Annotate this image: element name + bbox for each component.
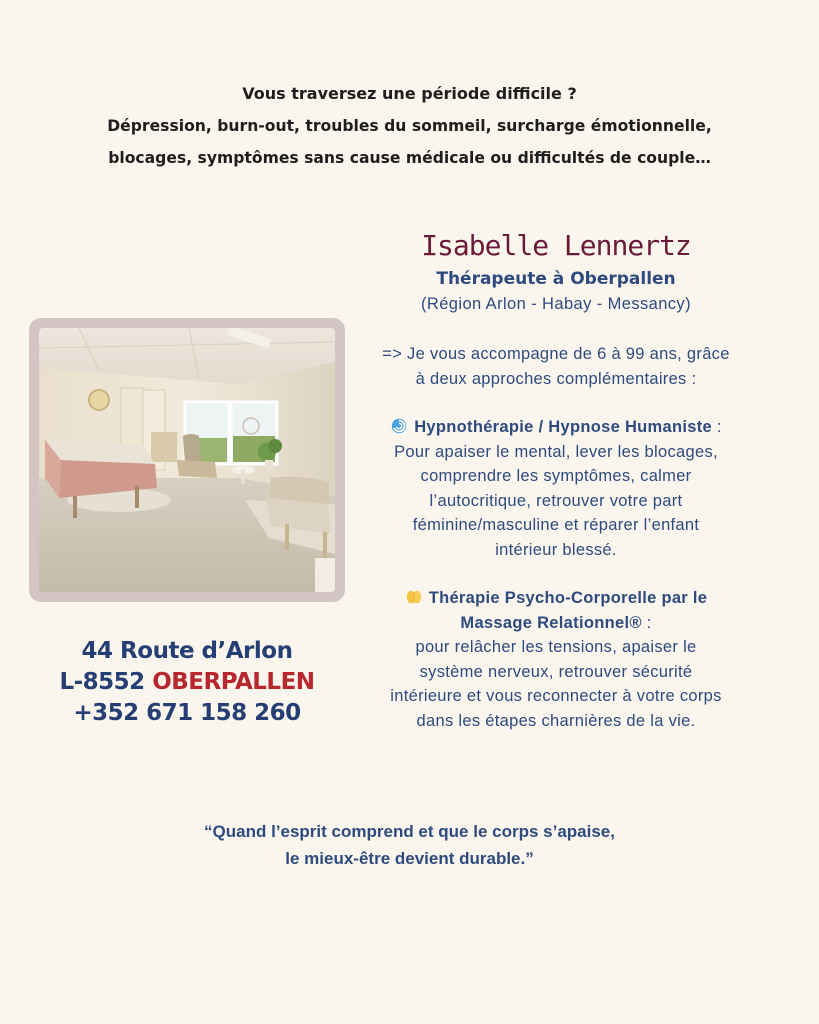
- approach-massage-line-2: système nerveux, retrouver sécurité: [419, 662, 693, 681]
- address-street: 44 Route d’Arlon: [81, 638, 293, 664]
- intro-line-1: Vous traversez une période difficile ?: [242, 84, 577, 103]
- closing-quote: [0, 818, 819, 872]
- therapy-room-photo: [39, 328, 335, 592]
- address-block: [29, 636, 345, 729]
- phone-number[interactable]: +352 671 158 260: [73, 700, 301, 726]
- approach-hypnotherapy-line-5: intérieur blessé.: [495, 540, 617, 559]
- hands-icon: [405, 588, 423, 606]
- intro-paragraph-line-1: => Je vous accompagne de 6 à 99 ans, grâce: [382, 345, 730, 363]
- therapist-role: Thérapeute à Oberpallen: [436, 269, 676, 289]
- address-postal-code: L-8552: [59, 669, 153, 695]
- intro-paragraph-line-2: à deux approches complémentaires :: [415, 369, 697, 388]
- intro-paragraph: [356, 342, 756, 391]
- approach-hypnotherapy-title: Hypnothérapie / Hypnose Humaniste: [414, 418, 712, 436]
- approach-hypnotherapy: [356, 415, 756, 562]
- approach-massage-title-1: Thérapie Psycho-Corporelle par le: [428, 589, 708, 607]
- quote-line-1: “Quand l’esprit comprend et que le corps s’apaise,: [204, 822, 615, 841]
- intro-line-2: Dépression, burn-out, troubles du sommeil, surcharge émotionnelle,: [107, 117, 712, 135]
- approach-massage-line-4: dans les étapes charnières de la vie.: [416, 711, 696, 730]
- therapist-name: Isabelle Lennertz: [421, 229, 691, 262]
- approach-massage-colon: :: [641, 613, 652, 632]
- approach-hypnotherapy-line-1: Pour apaiser le mental, lever les blocages,: [394, 442, 718, 461]
- approach-massage-line-1: pour relâcher les tensions, apaiser le: [415, 638, 697, 656]
- approach-hypnotherapy-line-4: féminine/masculine et réparer l’enfant: [412, 516, 700, 534]
- cyclone-icon: [390, 417, 408, 435]
- intro-text: [0, 78, 819, 174]
- approach-massage: [356, 586, 756, 733]
- address-postal-line: [29, 667, 345, 698]
- intro-line-3: blocages, symptômes sans cause médicale ou difficultés de couple…: [108, 149, 711, 167]
- approach-hypnotherapy-line-2: comprendre les symptômes, calmer: [420, 467, 692, 485]
- approach-massage-title-2: Massage Relationnel®: [460, 613, 642, 632]
- approach-massage-line-3: intérieure et vous reconnecter à votre corps: [390, 687, 722, 705]
- therapist-info: [356, 226, 756, 733]
- approach-hypnotherapy-line-3: l’autocritique, retrouver votre part: [429, 491, 683, 510]
- therapist-region: (Région Arlon - Habay - Messancy): [421, 295, 691, 313]
- address-city: OBERPALLEN: [152, 669, 315, 695]
- approach-hypnotherapy-colon: :: [712, 418, 722, 436]
- photo-frame: [29, 318, 345, 602]
- quote-line-2: le mieux-être devient durable.”: [285, 849, 534, 868]
